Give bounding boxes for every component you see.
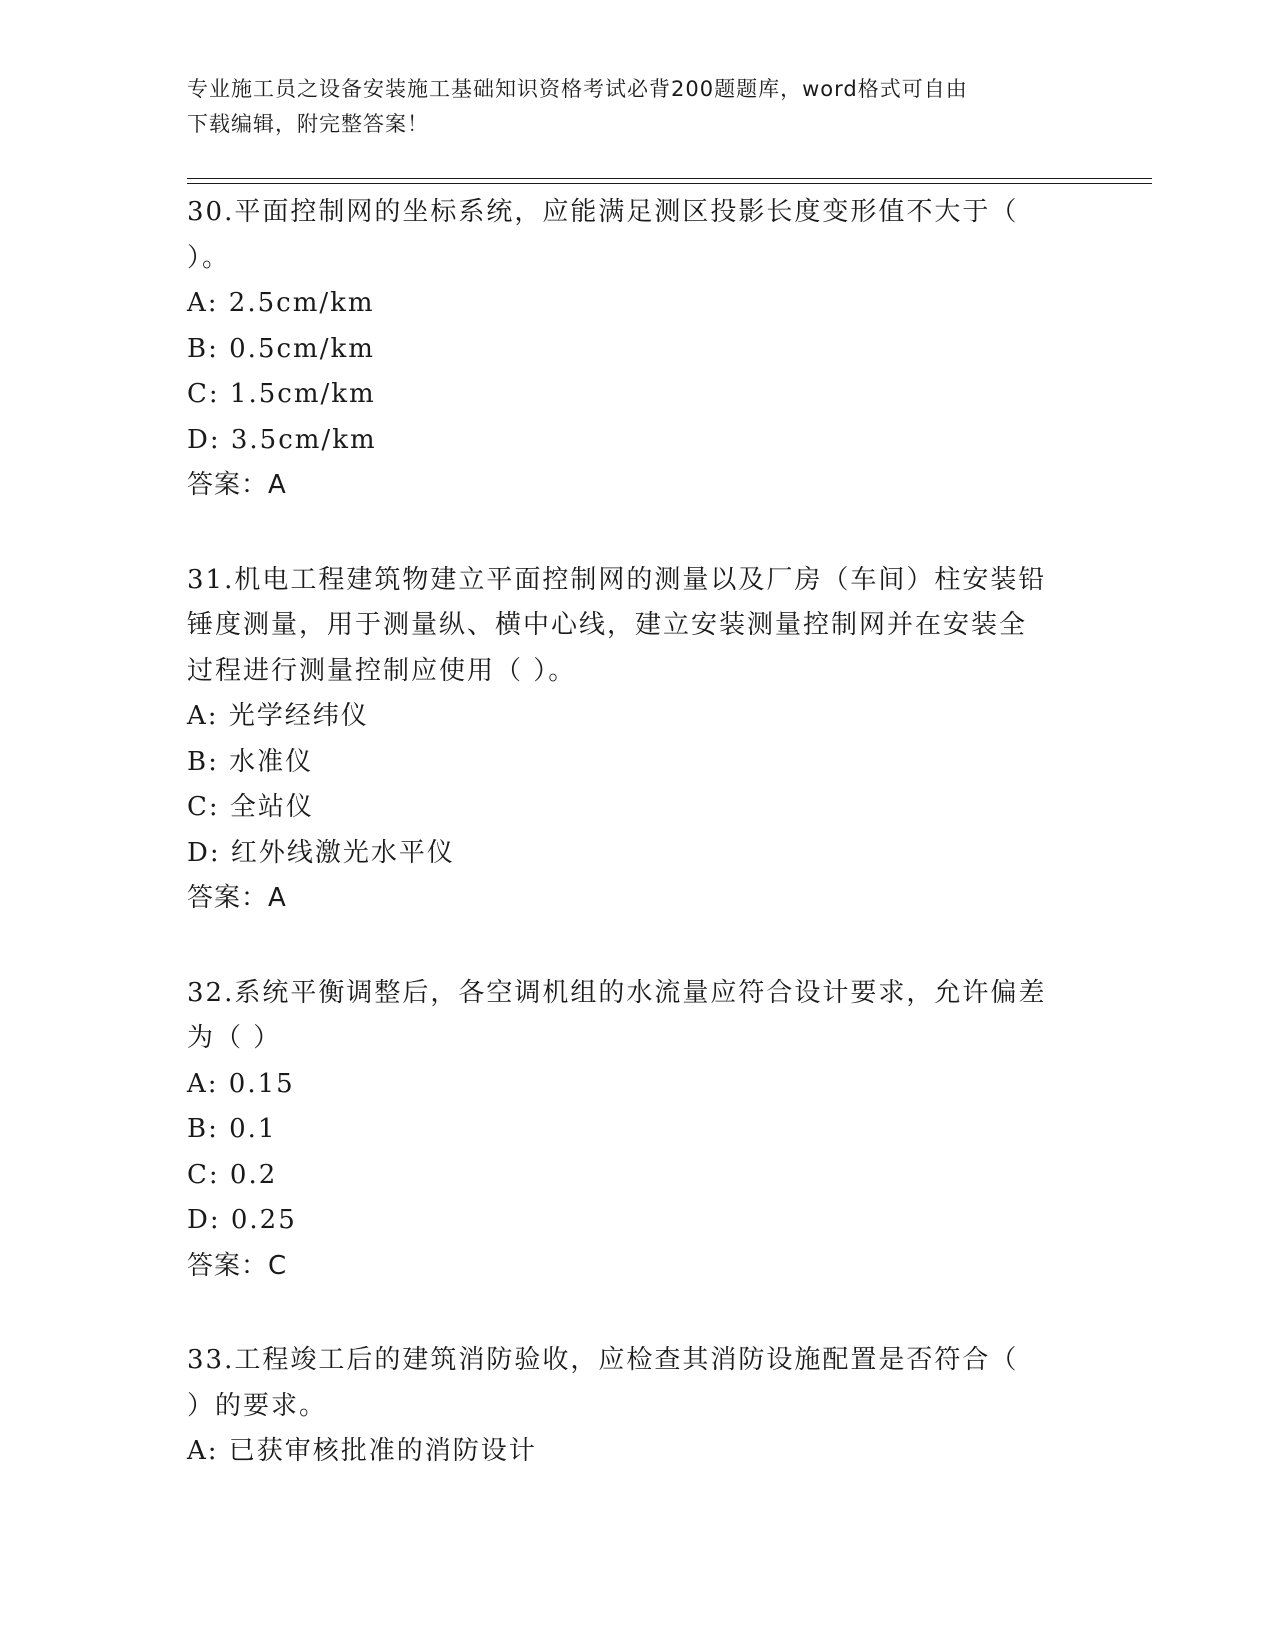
option-a: A: 光学经纬仪 — [187, 701, 369, 731]
question-stem-line: ）。 — [187, 242, 231, 273]
question-stem-line: 32.系统平衡调整后，各空调机组的水流量应符合设计要求，允许偏差 — [187, 977, 1047, 1008]
question-list — [187, 190, 1067, 1524]
option-c: C: 1.5cm/km — [187, 379, 376, 409]
question-stem-line: 33.工程竣工后的建筑消防验收，应检查其消防设施配置是否符合（ — [187, 1345, 1019, 1375]
question-33 — [187, 1338, 1067, 1475]
document-header — [187, 72, 1067, 142]
option-b: B: 水准仪 — [187, 746, 314, 777]
header-divider-top — [187, 178, 1152, 179]
header-line-1: 专业施工员之设备安装施工基础知识资格考试必背200题题库，word格式可自由 — [187, 77, 968, 101]
option-c: C: 0.2 — [187, 1159, 278, 1190]
answer-line: 答案：A — [187, 470, 287, 500]
question-stem-line: 过程进行测量控制应使用（ ）。 — [187, 655, 577, 686]
option-b: B: 0.5cm/km — [187, 333, 375, 364]
question-stem-line: 锤度测量，用于测量纵、横中心线，建立安装测量控制网并在安装全 — [187, 610, 1028, 640]
question-32 — [187, 971, 1067, 1290]
option-c: C: 全站仪 — [187, 792, 314, 822]
option-d: D: 3.5cm/km — [187, 424, 377, 455]
option-d: D: 0.25 — [187, 1205, 297, 1235]
option-a: A: 已获审核批准的消防设计 — [187, 1436, 537, 1466]
question-stem-line: 31.机电工程建筑物建立平面控制网的测量以及厂房（车间）柱安装铅 — [187, 564, 1047, 595]
question-30 — [187, 190, 1067, 509]
question-stem-line: 为（ ） — [187, 1023, 282, 1053]
header-divider-bottom — [187, 183, 1152, 184]
header-line-2: 下载编辑，附完整答案！ — [187, 112, 429, 136]
question-stem-line: 30.平面控制网的坐标系统，应能满足测区投影长度变形值不大于（ — [187, 197, 1019, 227]
answer-line: 答案：A — [187, 883, 287, 913]
answer-line: 答案：C — [187, 1250, 288, 1281]
question-31 — [187, 558, 1067, 922]
option-b: B: 0.1 — [187, 1114, 277, 1144]
option-d: D: 红外线激光水平仪 — [187, 837, 455, 868]
question-stem-line: ）的要求。 — [187, 1390, 328, 1421]
option-a: A: 0.15 — [187, 1068, 295, 1099]
option-a: A: 2.5cm/km — [187, 288, 375, 318]
